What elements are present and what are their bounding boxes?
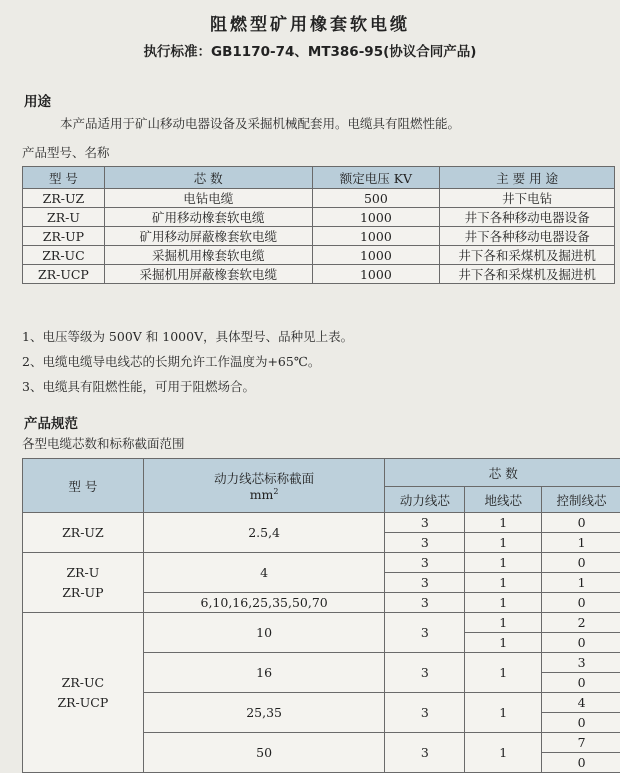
power-cell: 3 <box>385 693 465 733</box>
table-row <box>23 265 615 284</box>
model-cell-line: ZR-UCP <box>23 693 143 713</box>
name-cell: 矿用移动橡套软电缆 <box>104 208 312 227</box>
usage-text: 本产品适用于矿山移动电器设备及采掘机械配套用。电缆具有阻燃性能。 <box>60 114 460 132</box>
voltage-cell: 500 <box>312 189 440 208</box>
section-cell: 50 <box>143 733 385 773</box>
table-row <box>23 613 620 633</box>
control-cell: 0 <box>542 753 620 773</box>
model-cell-line: ZR-UP <box>23 583 143 603</box>
voltage-cell: 1000 <box>312 227 440 246</box>
control-cell: 3 <box>542 653 620 673</box>
section-cell: 10 <box>143 613 385 653</box>
models-header-voltage: 额定电压 KV <box>312 167 440 189</box>
models-header-usage: 主 要 用 途 <box>440 167 615 189</box>
usage-cell: 井下各种移动电器设备 <box>440 227 615 246</box>
section-cell: 16 <box>143 653 385 693</box>
model-cell: ZR-U <box>23 208 105 227</box>
model-cell <box>23 613 144 773</box>
control-cell: 0 <box>542 633 620 653</box>
note-1: 1、电压等级为 500V 和 1000V，具体型号、品种见上表。 <box>22 327 353 345</box>
power-cell: 3 <box>385 733 465 773</box>
power-cell: 3 <box>385 613 465 653</box>
section-cell: 25,35 <box>143 693 385 733</box>
name-cell: 采掘机用屏蔽橡套软电缆 <box>104 265 312 284</box>
models-caption: 产品型号、名称 <box>22 143 110 161</box>
spec-header-ground: 地线芯 <box>465 487 542 513</box>
usage-cell: 井下各和采煤机及掘进机 <box>440 265 615 284</box>
models-header-cores: 芯 数 <box>104 167 312 189</box>
usage-cell: 井下电钻 <box>440 189 615 208</box>
section-cell: 4 <box>143 553 385 593</box>
table-row <box>23 227 615 246</box>
standard-line: 执行标准：GB1170-74、MT386-95(协议合同产品) <box>0 40 620 60</box>
usage-heading: 用途 <box>24 90 51 110</box>
note-3: 3、电缆具有阻燃性能，可用于阻燃场合。 <box>22 377 255 395</box>
control-cell: 7 <box>542 733 620 753</box>
control-cell: 0 <box>542 593 620 613</box>
power-cell: 3 <box>385 533 465 553</box>
name-cell: 电钻电缆 <box>104 189 312 208</box>
power-cell: 3 <box>385 553 465 573</box>
models-table <box>22 166 615 284</box>
ground-cell: 1 <box>465 573 542 593</box>
spec-header-control: 控制线芯 <box>542 487 620 513</box>
ground-cell: 1 <box>465 613 542 633</box>
model-cell: ZR-UCP <box>23 265 105 284</box>
ground-cell: 1 <box>465 693 542 733</box>
model-cell-line: ZR-UC <box>23 673 143 693</box>
name-cell: 采掘机用橡套软电缆 <box>104 246 312 265</box>
spec-caption: 各型电缆芯数和标称截面范围 <box>22 434 185 452</box>
control-cell: 2 <box>542 613 620 633</box>
ground-cell: 1 <box>465 513 542 533</box>
table-row <box>23 553 620 573</box>
ground-cell: 1 <box>465 553 542 573</box>
power-cell: 3 <box>385 593 465 613</box>
note-2: 2、电缆电缆导电线芯的长期允许工作温度为+65℃。 <box>22 352 320 370</box>
usage-cell: 井下各种移动电器设备 <box>440 208 615 227</box>
spec-header-power: 动力线芯 <box>385 487 465 513</box>
power-cell: 3 <box>385 573 465 593</box>
voltage-cell: 1000 <box>312 208 440 227</box>
model-cell-line: ZR-U <box>23 563 143 583</box>
usage-cell: 井下各和采煤机及掘进机 <box>440 246 615 265</box>
page-title: 阻燃型矿用橡套软电缆 <box>0 10 620 35</box>
ground-cell: 1 <box>465 533 542 553</box>
spec-header-section-label: 动力线芯标称截面 <box>214 471 314 486</box>
spec-header-cores: 芯 数 <box>385 459 620 487</box>
model-cell: ZR-UZ <box>23 513 144 553</box>
spec-header-section-unit: mm <box>250 487 274 502</box>
section-cell: 6,10,16,25,35,50,70 <box>143 593 385 613</box>
spec-header-model: 型 号 <box>23 459 144 513</box>
model-cell: ZR-UC <box>23 246 105 265</box>
model-cell <box>23 553 144 613</box>
power-cell: 3 <box>385 513 465 533</box>
model-cell: ZR-UP <box>23 227 105 246</box>
spec-table <box>22 458 620 773</box>
control-cell: 0 <box>542 673 620 693</box>
ground-cell: 1 <box>465 653 542 693</box>
name-cell: 矿用移动屏蔽橡套软电缆 <box>104 227 312 246</box>
control-cell: 0 <box>542 713 620 733</box>
spec-header-section-sup: 2 <box>273 487 278 496</box>
models-header-model: 型 号 <box>23 167 105 189</box>
voltage-cell: 1000 <box>312 246 440 265</box>
control-cell: 0 <box>542 513 620 533</box>
ground-cell: 1 <box>465 733 542 773</box>
spec-header-section <box>143 459 385 513</box>
table-row <box>23 513 620 533</box>
table-row <box>23 189 615 208</box>
model-cell: ZR-UZ <box>23 189 105 208</box>
table-row <box>23 208 615 227</box>
voltage-cell: 1000 <box>312 265 440 284</box>
control-cell: 4 <box>542 693 620 713</box>
power-cell: 3 <box>385 653 465 693</box>
section-cell: 2.5,4 <box>143 513 385 553</box>
ground-cell: 1 <box>465 593 542 613</box>
control-cell: 0 <box>542 553 620 573</box>
control-cell: 1 <box>542 533 620 553</box>
control-cell: 1 <box>542 573 620 593</box>
spec-header-row <box>23 459 620 487</box>
table-row <box>23 246 615 265</box>
spec-heading: 产品规范 <box>24 412 78 432</box>
ground-cell: 1 <box>465 633 542 653</box>
models-header-row <box>23 167 615 189</box>
